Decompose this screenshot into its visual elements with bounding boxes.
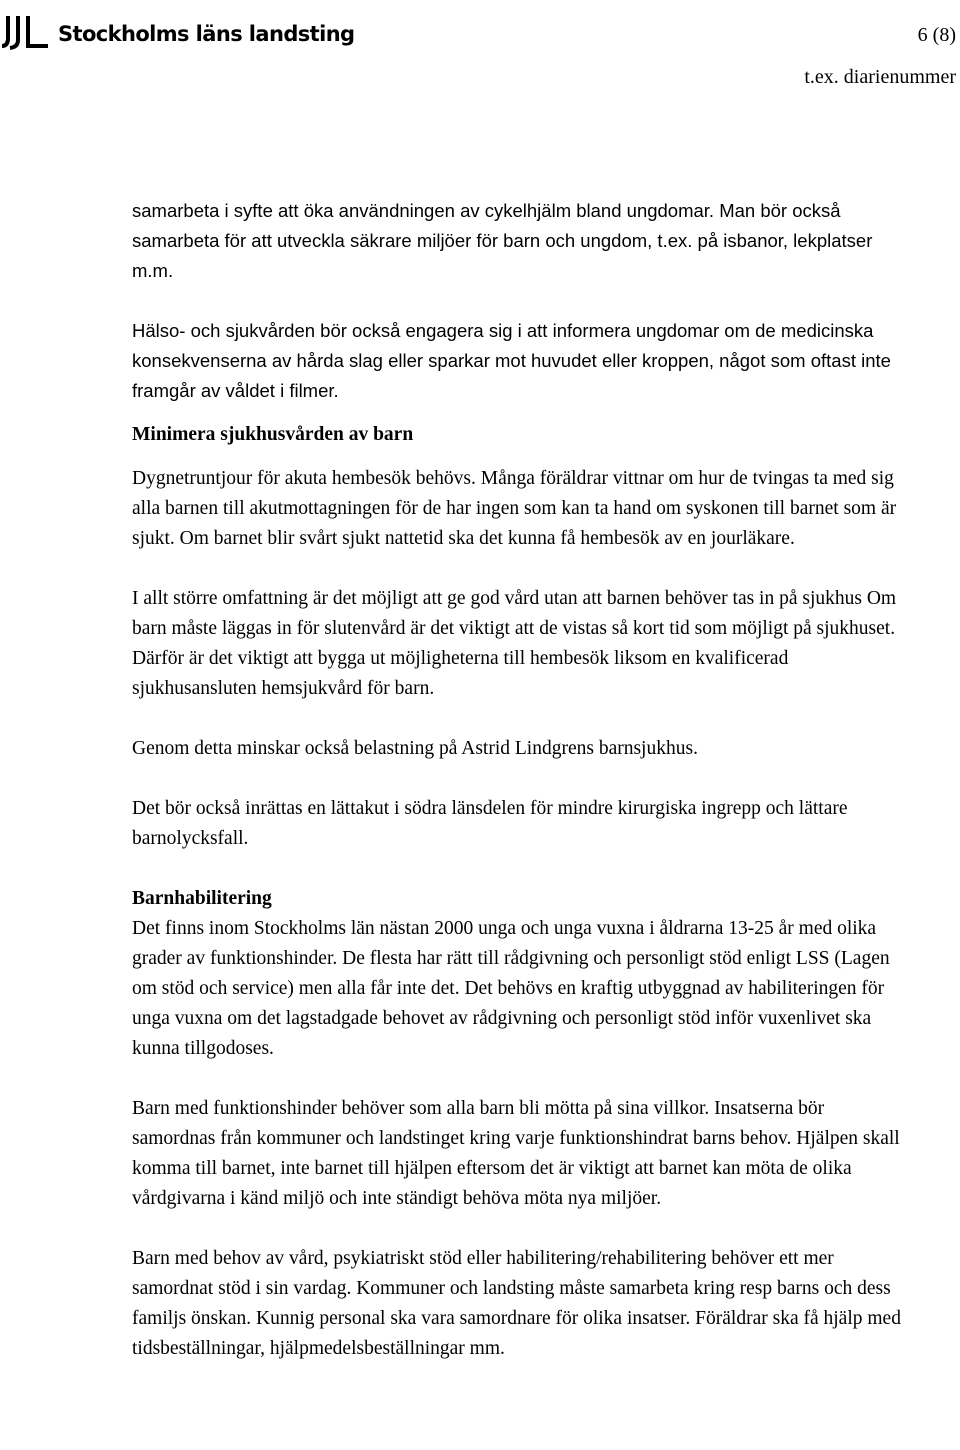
page-header: [0, 0, 960, 100]
sll-logo-mark-icon: [0, 14, 50, 50]
paragraph-god-vard: I allt större omfattning är det möjligt att ge god vård utan att barnen behöver tas in på sjukhus Om barn måste läggas in för slutenvård är det viktigt att de vistas så kort tid som möjligt på sjukhuset. Därför är det viktigt att bygga ut möjligheterna till hembesök liksom en kvalificerad sjukhusansluten hemsjukvård för barn.: [132, 588, 897, 699]
page-number: 6 (8): [917, 24, 956, 46]
diarienummer: t.ex. diarienummer: [804, 66, 956, 88]
paragraph-samordnat-stod: Barn med behov av vård, psykiatriskt stöd eller habilitering/rehabilitering behöver ett mer samordnat stöd i sin vardag. Kommuner och landsting måste samarbeta kring resp barns och dess familjs önskan. Kunnig personal ska vara samordnare för olika insatser. Föräldrar ska få hjälp med tidsbeställningar, hjälpmedelsbeställningar mm.: [132, 1248, 901, 1359]
paragraph-dygnetruntjour: Dygnetruntjour för akuta hembesök behövs. Många föräldrar vittnar om hur de tvingas ta med sig alla barnen till akutmottagningen för de har ingen som kan ta hand om syskonen till barnet som är sjukt. Om barnet blir svårt sjukt nattetid ska det kunna få hembesök av en jourläkare.: [132, 468, 897, 549]
paragraph-funktionshinder: Det finns inom Stockholms län nästan 2000 unga och unga vuxna i åldrarna 13-25 år med olika grader av funktionshinder. De flesta har rätt till rådgivning och personligt stöd enligt LSS (Lagen om stöd och service) men alla får inte det. Det behövs en kraftig utbyggnad av habiliteringen för unga vuxna om det lagstadgade behovet av rådgivning och personligt stöd inför vuxenlivet ska kunna tillgodoses.: [132, 918, 890, 1059]
logo-text: Stockholms läns landsting: [58, 22, 355, 46]
heading-barnhabilitering: Barnhabilitering: [132, 888, 272, 909]
paragraph-belastning: Genom detta minskar också belastning på Astrid Lindgrens barnsjukhus.: [132, 738, 698, 759]
paragraph-villkor: Barn med funktionshinder behöver som alla barn bli mötta på sina villkor. Insatserna bör samordnas från kommuner och landstinget kring varje funktionshindrat barns behov. Hjälpen skall komma till barnet, inte barnet till hjälpen eftersom det är viktigt att barnet kan möta de olika vårdgivarna i känd miljö och inte ständigt behöva möta nya miljöer.: [132, 1098, 900, 1209]
paragraph-halso-sjukvard: Hälso- och sjukvården bör också engagera sig i att informera ungdomar om de medicinska konsekvenserna av hårda slag eller sparkar mot huvudet eller kroppen, något som oftast inte framgår av våldet i filmer.: [132, 320, 891, 401]
paragraph-cykelhjalm: samarbeta i syfte att öka användningen av cykelhjälm bland ungdomar. Man bör också samarbeta för att utveckla säkrare miljöer för barn och ungdom, t.ex. på isbanor, lekplatser m.m.: [132, 200, 873, 281]
paragraph-lattakut: Det bör också inrättas en lättakut i södra länsdelen för mindre kirurgiska ingrepp och lättare barnolycksfall.: [132, 798, 848, 849]
sll-logo: [0, 10, 354, 54]
document-body: [132, 196, 912, 1364]
heading-minimera-sjukhusvard: Minimera sjukhusvården av barn: [132, 424, 414, 445]
